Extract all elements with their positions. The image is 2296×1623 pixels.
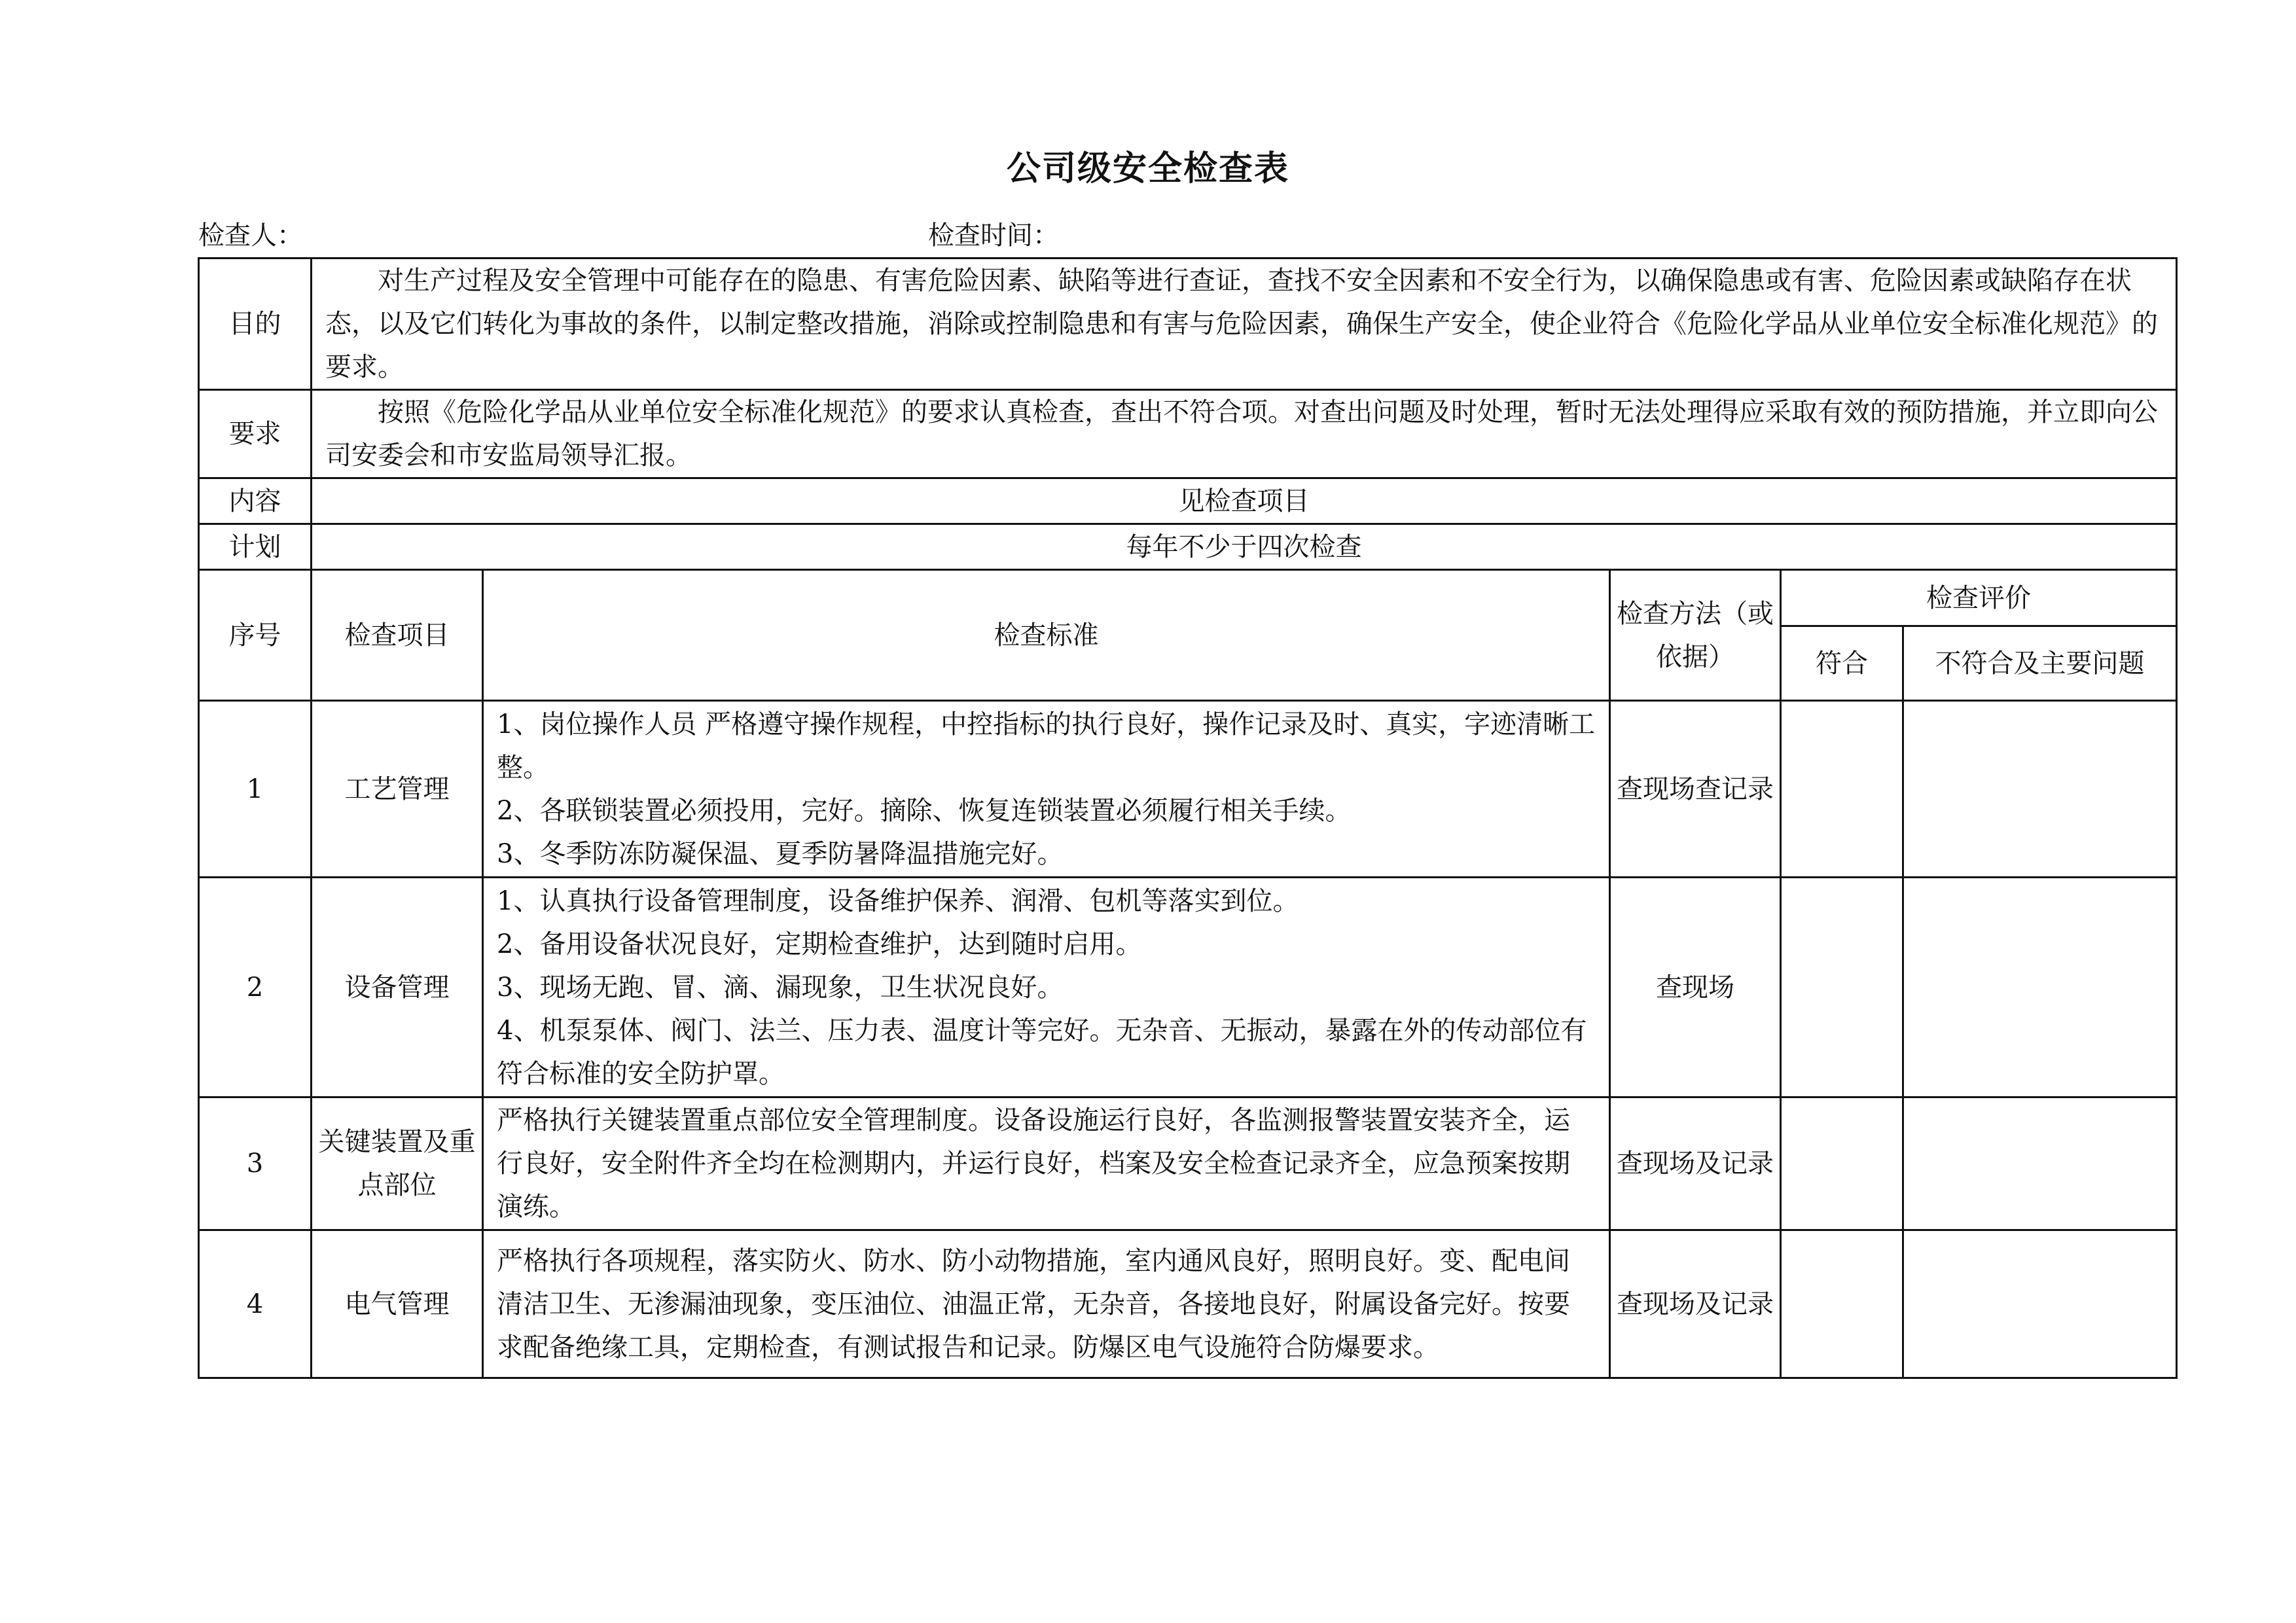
standard-line: 2、各联锁装置必须投用，完好。摘除、恢复连锁装置必须履行相关手续。: [497, 795, 1352, 826]
row-conform: [1781, 878, 1903, 1097]
row-item: 电气管理: [312, 1230, 483, 1378]
content-row: [199, 478, 2177, 524]
row-nonconform: [1903, 701, 2177, 878]
safety-check-table: [198, 257, 2178, 1379]
content-label: 内容: [199, 478, 312, 524]
purpose-text: [312, 259, 2177, 390]
requirement-content: 按照《危险化学品从业单位安全标准化规范》的要求认真检查，查出不符合项。对查出问题及时处理，暂时无法处理得应采取有效的预防措施，并立即向公司安委会和市安监局领导汇报。: [325, 397, 2158, 471]
row-conform: [1781, 1097, 1903, 1230]
row-nonconform: [1903, 1230, 2177, 1378]
header-no: 序号: [199, 570, 312, 701]
requirement-label: 要求: [199, 390, 312, 478]
row-conform: [1781, 1230, 1903, 1378]
row-standard: [483, 878, 1610, 1097]
row-standard: [483, 1097, 1610, 1230]
purpose-label: 目的: [199, 259, 312, 390]
header-conform: 符合: [1781, 626, 1903, 701]
standard-line: 2、备用设备状况良好，定期检查维护，达到随时启用。: [497, 929, 1142, 959]
table-row: [199, 878, 2177, 1097]
table-row: [199, 701, 2177, 878]
row-no: 3: [199, 1097, 312, 1230]
purpose-row: [199, 259, 2177, 390]
inspection-time-label: 检查时间：: [928, 221, 1059, 251]
row-method: 查现场查记录: [1610, 701, 1781, 878]
header-item: 检查项目: [312, 570, 483, 701]
purpose-content: 对生产过程及安全管理中可能存在的隐患、有害危险因素、缺陷等进行查证，查找不安全因素和不安全行为，以确保隐患或有害、危险因素或缺陷存在状态，以及它们转化为事故的条件，以制定整改措施，消除或控制隐患和有害与危险因素，确保生产安全，使企业符合《危险化学品从业单位安全标准化规范》的要求。: [325, 266, 2158, 382]
table-row: [199, 1230, 2177, 1378]
row-no: 4: [199, 1230, 312, 1378]
content-text: 见检查项目: [312, 478, 2177, 524]
row-standard: [483, 701, 1610, 878]
row-conform: [1781, 701, 1903, 878]
plan-label: 计划: [199, 524, 312, 570]
header-nonconform: 不符合及主要问题: [1903, 626, 2177, 701]
row-standard: [483, 1230, 1610, 1378]
standard-line: 1、岗位操作人员 严格遵守操作规程，中控指标的执行良好，操作记录及时、真实，字迹清晰工整。: [497, 709, 1596, 783]
standard-line: 3、现场无跑、冒、滴、漏现象，卫生状况良好。: [497, 972, 1064, 1003]
inspector-label: 检查人：: [198, 221, 303, 251]
standard-line: 严格执行各项规程，落实防火、防水、防小动物措施，室内通风良好，照明良好。变、配电间清洁卫生、无渗漏油现象，变压油位、油温正常，无杂音，各接地良好，附属设备完好。按要求配备绝缘工具，定期检查，有测试报告和记录。防爆区电气设施符合防爆要求。: [497, 1245, 1570, 1363]
row-item: 工艺管理: [312, 701, 483, 878]
header-standard: 检查标准: [483, 570, 1610, 701]
row-method: 查现场及记录: [1610, 1097, 1781, 1230]
header-row-1: [199, 570, 2177, 626]
plan-row: [199, 524, 2177, 570]
table-row: [199, 1097, 2177, 1230]
row-nonconform: [1903, 1097, 2177, 1230]
standard-line: 3、冬季防冻防凝保温、夏季防暑降温措施完好。: [497, 838, 1064, 869]
row-no: 2: [199, 878, 312, 1097]
row-no: 1: [199, 701, 312, 878]
row-item: 设备管理: [312, 878, 483, 1097]
requirement-text: [312, 390, 2177, 478]
page-title: 公司级安全检查表: [1006, 149, 1289, 188]
requirement-row: [199, 390, 2177, 478]
row-method: 查现场及记录: [1610, 1230, 1781, 1378]
standard-line: 1、认真执行设备管理制度，设备维护保养、润滑、包机等落实到位。: [497, 885, 1299, 916]
header-method: 检查方法（或依据）: [1610, 570, 1781, 701]
row-method: 查现场: [1610, 878, 1781, 1097]
row-item: 关键装置及重点部位: [312, 1097, 483, 1230]
row-nonconform: [1903, 878, 2177, 1097]
header-evaluation: 检查评价: [1781, 570, 2177, 626]
plan-text: 每年不少于四次检查: [312, 524, 2177, 570]
standard-line: 4、机泵泵体、阀门、法兰、压力表、温度计等完好。无杂音、无振动，暴露在外的传动部位有符合标准的安全防护罩。: [497, 1015, 1587, 1089]
standard-line: 严格执行关键装置重点部位安全管理制度。设备设施运行良好，各监测报警装置安装齐全，运行良好，安全附件齐全均在检测期内，并运行良好，档案及安全检查记录齐全，应急预案按期演练。: [497, 1105, 1570, 1222]
